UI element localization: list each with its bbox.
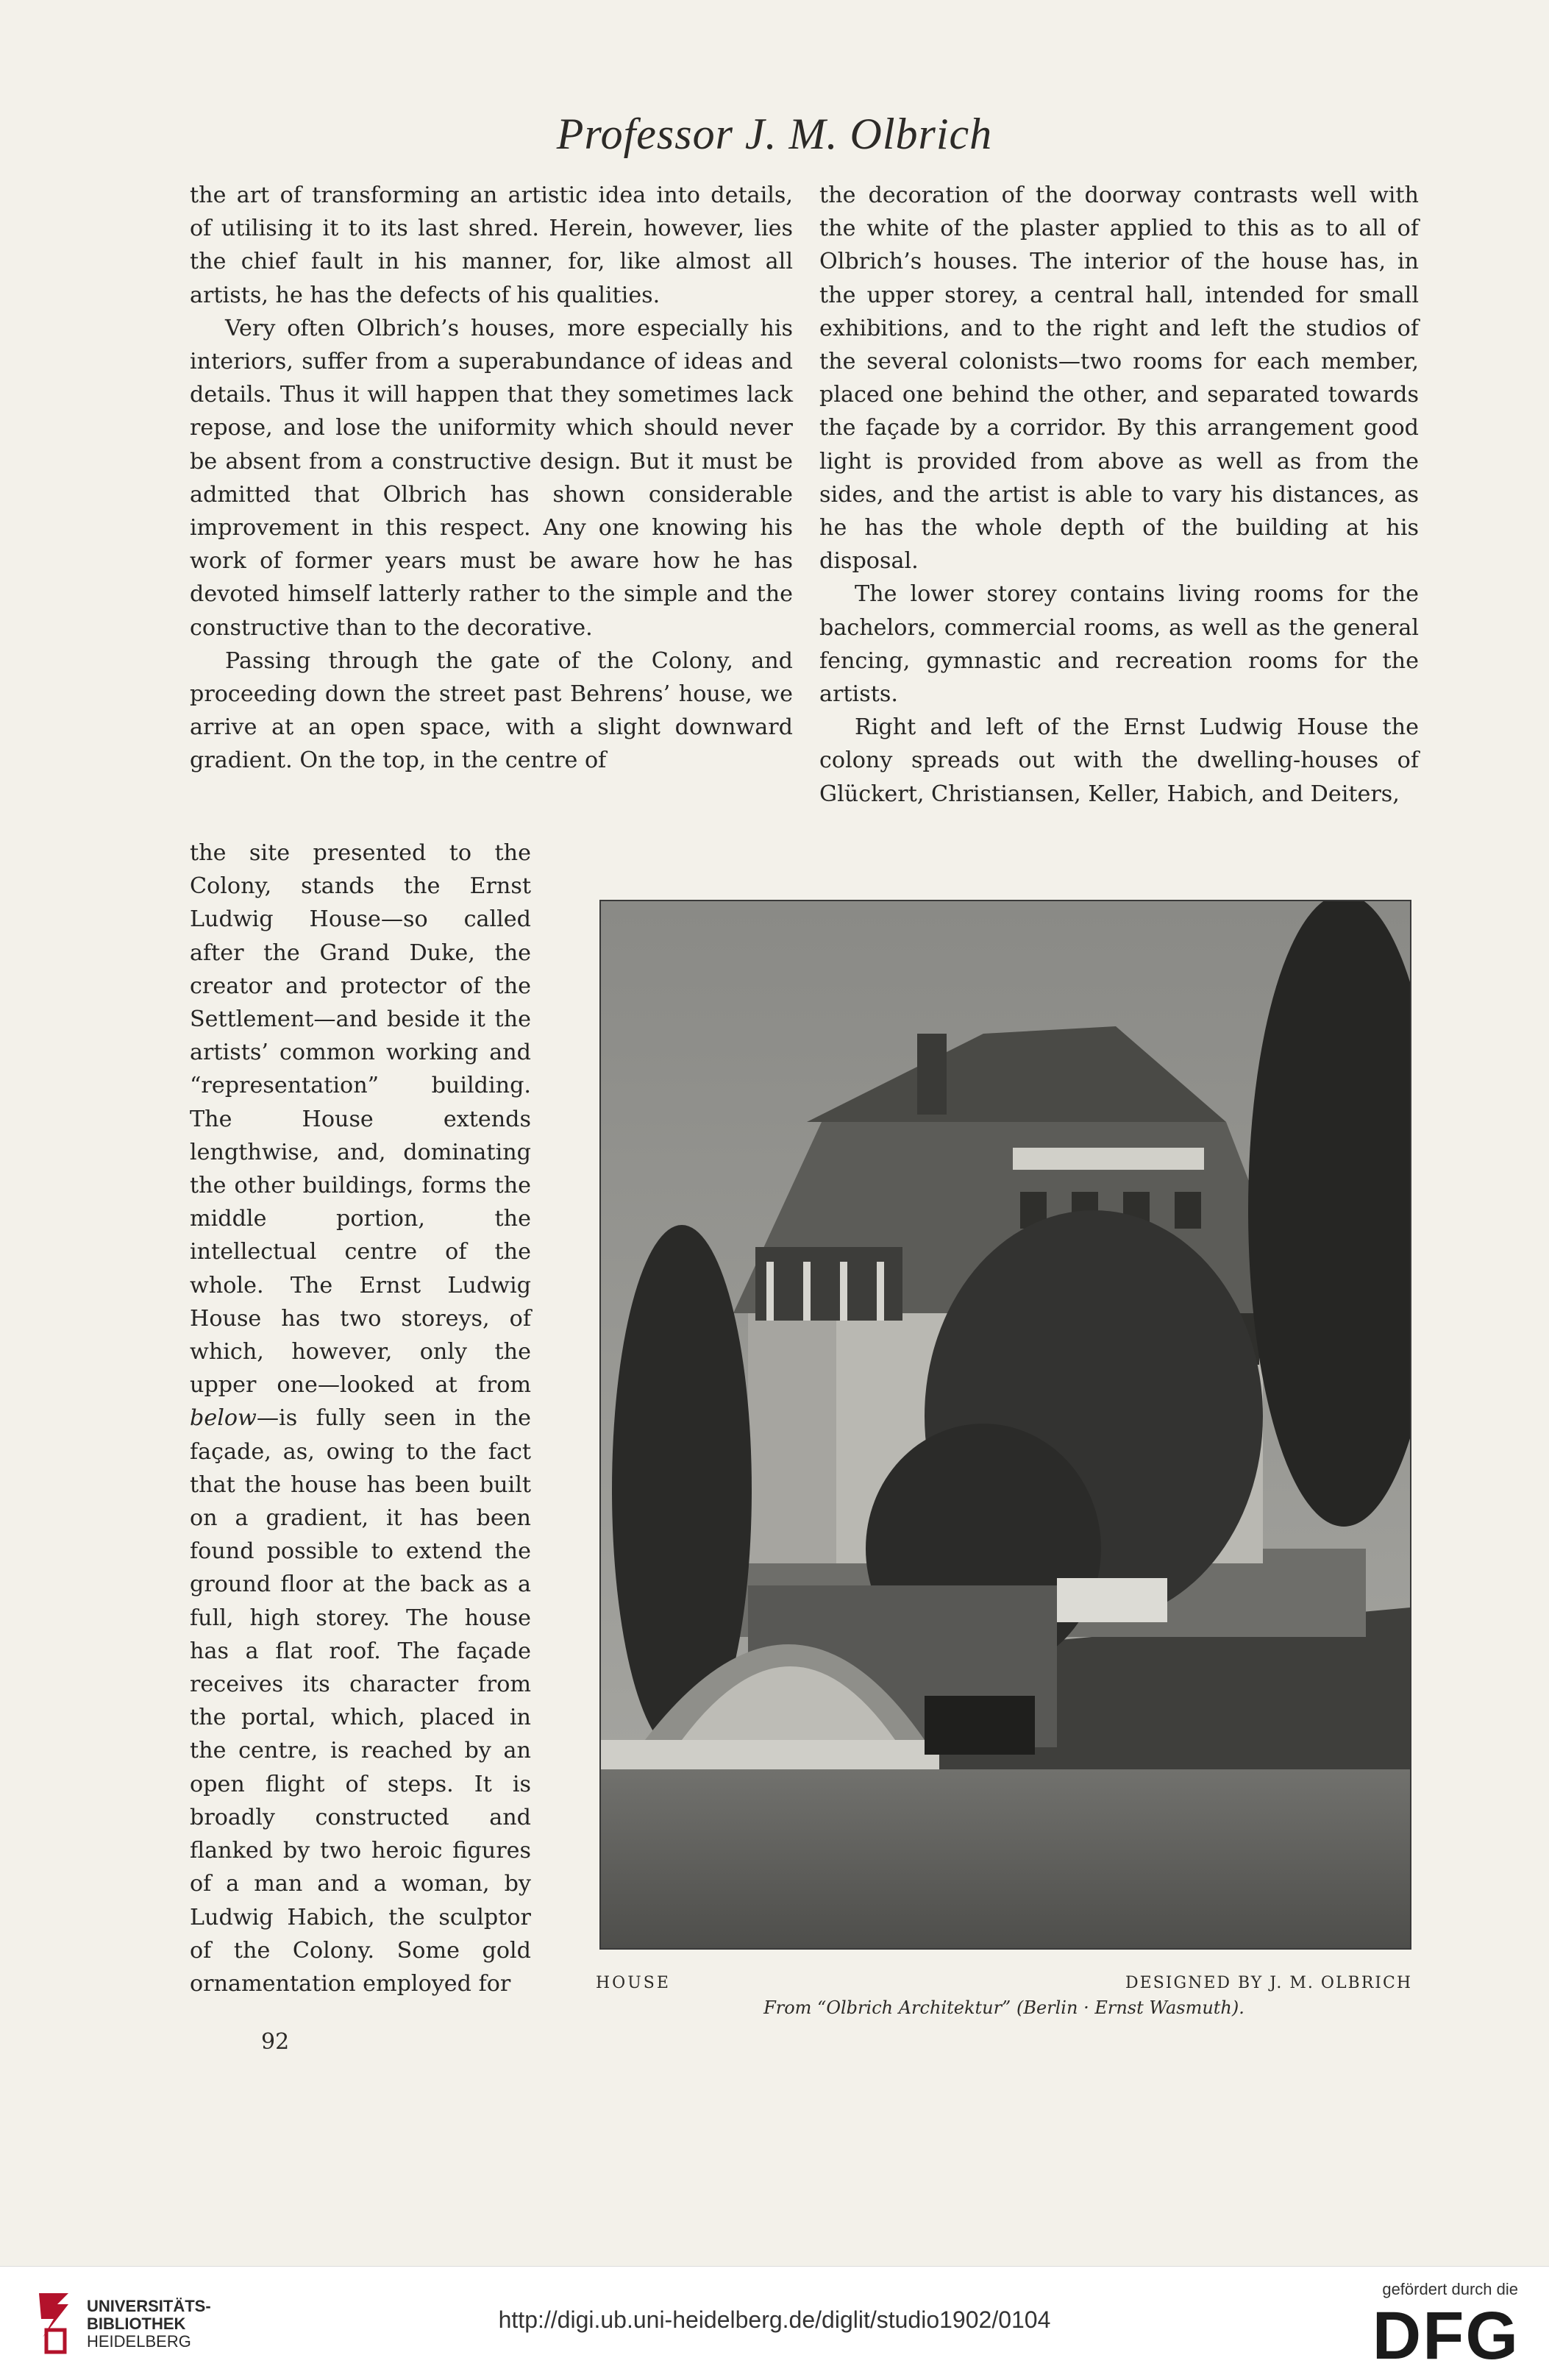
text-run: the site presented to the Colony, stands the Ernst Ludwig House—so called after the Grand Duke, the creator and protector of the Settlement—and beside it the artists’ common working and “representation” building. The House extends lengthwise, and, dominating the other buildings, forms the middle portion, the intellectual centre of the whole. The Ernst Ludwig House has two storeys, of which, however, only the upper one—looked at from <box>190 840 531 1399</box>
funding-note: gefördert durch die <box>1382 2280 1518 2298</box>
paragraph: the art of transforming an artistic idea into details, of utilising it to its last shred. Herein, however, lies the chief fault in his manner, for, like almost all artists, he has the defects of his qualities. <box>190 182 793 308</box>
viewer-footer <box>0 2266 1549 2380</box>
library-name-line: UNIVERSITÄTS- <box>87 2297 211 2315</box>
library-name-line: BIBLIOTHEK <box>87 2315 186 2333</box>
left-column-text <box>190 179 793 778</box>
text-run: —is fully seen in the façade, as, owing to the fact that the house has been built on a gradient, it has been found possible to extend the ground floor at the back as a full, high storey. The house has a flat roof. The façade receives its character from the portal, which, placed in the centre, is reached by an open flight of steps. It is broadly constructed and flanked by two heroic figures of a man and a woman, by Ludwig Habich, the sculptor of the Colony. Some gold ornamentation employed for <box>190 1405 531 1997</box>
permalink-url[interactable]: http://digi.ub.uni-heidelberg.de/diglit/studio1902/0104 <box>498 2306 1051 2333</box>
italic-word: below <box>190 1405 257 1432</box>
left-column-narrow-text <box>190 836 531 2000</box>
paragraph: the decoration of the doorway contrasts well with the white of the plaster applied to this as to all of Olbrich’s houses. The interior of the house has, in the upper storey, a central hall, intended for small exhibitions, and to the right and left the studios of the several colonists—two rooms for each member, placed one behind the other, and separated towards the façade by a corridor. By this arrangement good light is provided from above as well as from the sides, and the artist is able to vary his distances, as he has the whole depth of the building at his disposal. <box>819 182 1419 575</box>
paragraph: Very often Olbrich’s houses, more especially his interiors, suffer from a superabundance of ideas and details. Thus it will happen that they sometimes lack repose, and lose the uniformity which should never be absent from a constructive design. But it must be admitted that Olbrich has shown considerable improvement in this respect. Any one knowing his work of former years must be aware how he has devoted himself latterly rather to the simple and the constructive than to the decorative. <box>190 315 793 641</box>
paragraph: Right and left of the Ernst Ludwig House the colony spreads out with the dwelling-houses of Glückert, Christiansen, Keller, Habich, and Deiters, <box>819 714 1419 807</box>
figure-caption-title: HOUSE <box>596 1974 671 1992</box>
right-column-text <box>819 179 1419 811</box>
paragraph-continued <box>190 836 531 2000</box>
house-photograph <box>599 900 1411 1950</box>
house-photo-illustration <box>601 901 1410 1948</box>
dfg-logo: DFG <box>1372 2298 1520 2373</box>
paragraph: Passing through the gate of the Colony, and proceeding down the street past Behrens’ house, we arrive at an open space, with a slight downward gradient. On the top, in the centre of <box>190 647 793 774</box>
page-number: 92 <box>261 2029 290 2055</box>
library-name-line: HEIDELBERG <box>87 2332 191 2351</box>
running-head: Professor J. M. Olbrich <box>556 110 993 158</box>
figure-credit: From “Olbrich Architektur” (Berlin · Ernst Wasmuth). <box>763 1997 1244 2018</box>
figure-caption-designer: DESIGNED BY J. M. OLBRICH <box>1125 1974 1412 1992</box>
paragraph: The lower storey contains living rooms for the bachelors, commercial rooms, as well as the general fencing, gymnastic and recreation rooms for the artists. <box>819 581 1419 708</box>
